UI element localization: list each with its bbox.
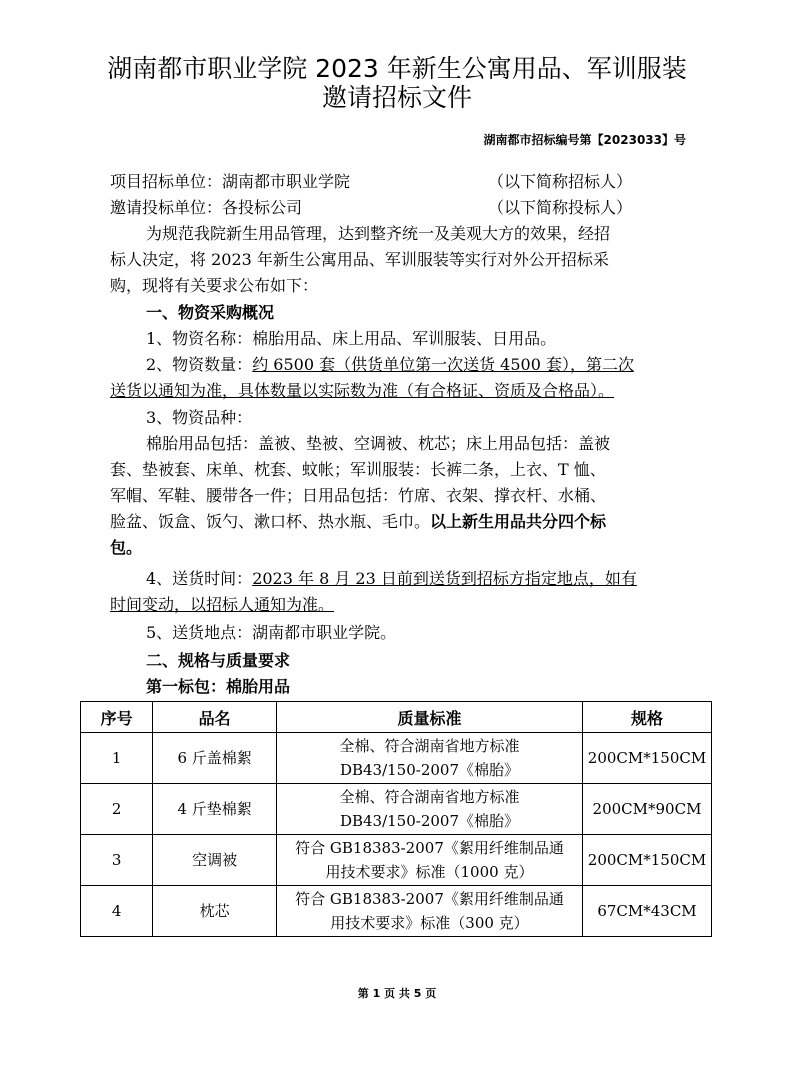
variety-line-1: 棉胎用品包括：盖被、垫被、空调被、枕芯；床上用品包括：盖被 bbox=[146, 434, 611, 453]
standard-line-1: 符合 GB18383-2007《絮用纤维制品通 bbox=[295, 890, 564, 908]
variety-line-3: 军帽、军鞋、腰带各一件；日用品包括：竹席、衣架、撑衣杆、水桶、 bbox=[110, 486, 607, 505]
bidder-line: 邀请投标单位：各投标公司 bbox=[110, 198, 303, 217]
intro-line-1: 为规范我院新生用品管理，达到整齐统一及美观大方的效果，经招 bbox=[146, 224, 611, 243]
standard-line-1: 全棉、符合湖南省地方标准 bbox=[339, 788, 520, 806]
spec-table bbox=[80, 701, 712, 937]
variety-line-4 bbox=[110, 509, 606, 535]
item2-prefix: 2、物资数量： bbox=[146, 355, 253, 374]
tender-number: 湖南都市招标编号第【2023033】号 bbox=[483, 133, 686, 147]
cell-no: 4 bbox=[81, 886, 153, 937]
cell-no: 2 bbox=[81, 784, 153, 835]
cell-standard bbox=[276, 784, 582, 835]
cell-standard bbox=[276, 733, 582, 784]
cell-name: 6 斤盖棉絮 bbox=[153, 733, 277, 784]
cell-spec: 200CM*150CM bbox=[583, 835, 712, 886]
item4-underlined-1: 2023 年 8 月 23 日前到送货到招标方指定地点，如有 bbox=[252, 569, 637, 588]
standard-line-2: 用技术要求》标准（300 克） bbox=[330, 914, 529, 932]
intro-line-3: 购，现将有关要求公布如下： bbox=[110, 276, 319, 295]
cell-name: 4 斤垫棉絮 bbox=[153, 784, 277, 835]
item5-delivery-place: 5、送货地点：湖南都市职业学院。 bbox=[146, 623, 397, 642]
cell-no: 1 bbox=[81, 733, 153, 784]
col-header-spec: 规格 bbox=[583, 702, 712, 733]
section1-heading: 一、物资采购概况 bbox=[146, 303, 275, 322]
table-header-row bbox=[81, 702, 712, 733]
page-footer: 第 1 页 共 5 页 bbox=[357, 987, 437, 1000]
col-header-standard: 质量标准 bbox=[276, 702, 582, 733]
cell-spec: 200CM*150CM bbox=[583, 733, 712, 784]
col-header-no: 序号 bbox=[81, 702, 153, 733]
item2-underlined-2: 送货以通知为准，具体数量以实际数为准（有合格证、资质及合格品）。 bbox=[110, 381, 615, 400]
variety-line-2: 套、垫被套、床单、枕套、蚊帐；军训服装：长裤二条，上衣、T 恤、 bbox=[110, 460, 606, 479]
tenderer-line: 项目招标单位：湖南都市职业学院 bbox=[110, 172, 351, 191]
table-row bbox=[81, 886, 712, 937]
document-title-line1: 湖南都市职业学院 2023 年新生公寓用品、军训服装 bbox=[107, 54, 687, 83]
cell-name: 空调被 bbox=[153, 835, 277, 886]
standard-line-1: 全棉、符合湖南省地方标准 bbox=[339, 737, 520, 755]
standard-line-2: 用技术要求》标准（1000 克） bbox=[325, 863, 534, 881]
item3-varieties: 3、物资品种： bbox=[146, 408, 253, 427]
item4-delivery-time bbox=[146, 566, 637, 592]
item2-quantity bbox=[146, 352, 634, 378]
item4-prefix: 4、送货时间： bbox=[146, 569, 253, 588]
cell-no: 3 bbox=[81, 835, 153, 886]
standard-line-2: DB43/150-2007《棉胎》 bbox=[339, 812, 520, 830]
cell-standard bbox=[276, 835, 582, 886]
lot1-heading: 第一标包：棉胎用品 bbox=[146, 677, 291, 696]
standard-line-1: 符合 GB18383-2007《絮用纤维制品通 bbox=[295, 839, 564, 857]
tenderer-note: （以下简称招标人） bbox=[488, 172, 633, 191]
table-row bbox=[81, 835, 712, 886]
item1-material-names: 1、物资名称：棉胎用品、床上用品、军训服装、日用品。 bbox=[146, 329, 557, 348]
variety-line-5: 包。 bbox=[110, 538, 143, 557]
variety-line-4-plain: 脸盆、饭盒、饭勺、漱口杯、热水瓶、毛巾。 bbox=[110, 512, 431, 531]
cell-spec: 67CM*43CM bbox=[583, 886, 712, 937]
cell-spec: 200CM*90CM bbox=[583, 784, 712, 835]
bidder-note: （以下简称投标人） bbox=[488, 198, 633, 217]
cell-standard bbox=[276, 886, 582, 937]
variety-line-4-bold: 以上新生用品共分四个标 bbox=[430, 512, 607, 531]
intro-line-2: 标人决定，将 2023 年新生公寓用品、军训服装等实行对外公开招标采 bbox=[110, 250, 609, 269]
standard-line-2: DB43/150-2007《棉胎》 bbox=[339, 761, 520, 779]
table-row bbox=[81, 784, 712, 835]
document-title-line2: 邀请招标文件 bbox=[321, 83, 472, 112]
item2-underlined-1: 约 6500 套（供货单位第一次送货 4500 套），第二次 bbox=[252, 355, 634, 374]
col-header-name: 品名 bbox=[153, 702, 277, 733]
section2-heading: 二、规格与质量要求 bbox=[146, 651, 291, 670]
cell-name: 枕芯 bbox=[153, 886, 277, 937]
item4-underlined-2: 时间变动，以招标人通知为准。 bbox=[110, 595, 335, 614]
table-row bbox=[81, 733, 712, 784]
